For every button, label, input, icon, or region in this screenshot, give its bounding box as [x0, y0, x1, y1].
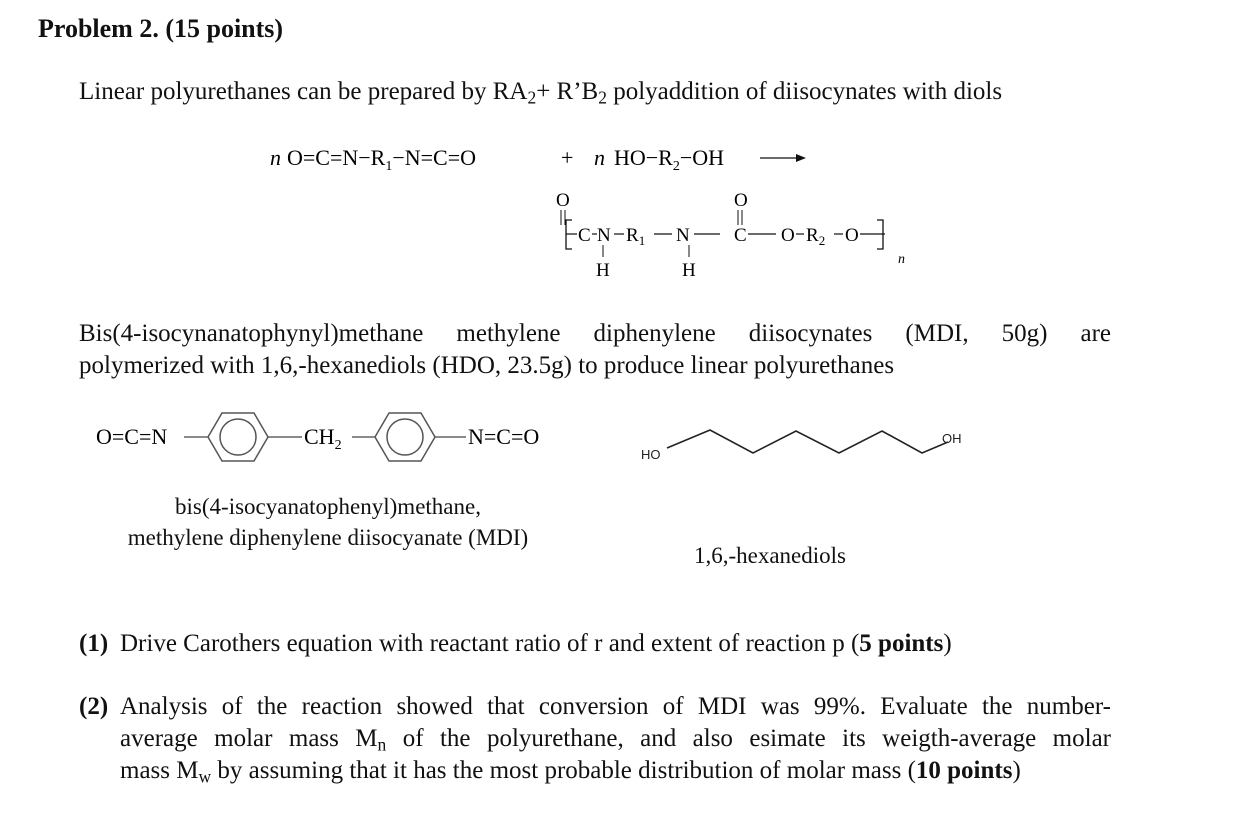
- reaction-scheme: [0, 135, 1234, 285]
- svg-text:C: C: [578, 225, 591, 246]
- plus-sign: +: [561, 145, 574, 170]
- question-2-text: Analysis of the reaction showed that conversion of MDI was 99%. Evaluate the number- average molar mass $M_n$ of the polyurethane, and also esimate its weigth-average molar mass $M_w$ by assuming that it has the most probable distribution of molar mass (10 points): [120, 693, 1111, 787]
- svg-text:O: O: [781, 225, 795, 246]
- description-line-2: polymerized with 1,6,-hexanediols (HDO, 23.5g) to produce linear polyurethanes: [79, 352, 895, 379]
- svg-text:O: O: [845, 225, 859, 246]
- hdo-structure: [630, 410, 990, 480]
- mdi-caption-line-1: bis(4-isocyanatophenyl)methane,: [175, 494, 481, 519]
- question-1-text: Drive Carothers equation with reactant ratio of r and extent of reaction p (5 points): [120, 630, 952, 657]
- hdo-right-label: OH: [942, 431, 962, 446]
- reaction-coef-2: n: [594, 145, 605, 170]
- svg-text:N: N: [597, 225, 611, 246]
- mdi-left-group: O=C=N: [96, 424, 168, 449]
- question-1-number: (1): [79, 630, 109, 657]
- reaction-arrow-icon: [760, 154, 806, 162]
- svg-text:O: O: [556, 190, 570, 211]
- intro-sentence: Linear polyurethanes can be prepared by $RA_2+$ $R’B_2$ polyaddition of diisocynates with diols: [79, 78, 1003, 108]
- svg-text:R2: $R_2$: [806, 225, 826, 248]
- benzene-ring-icon: [208, 413, 268, 461]
- polyurethane-repeat-unit: [556, 190, 905, 281]
- diol-formula: $HO-R_2-OH$: [614, 145, 725, 174]
- description-line-1: Bis(4-isocynanatophynyl)methane methylene diphenylene diisocynates (MDI, 50g) are: [79, 320, 1111, 347]
- mdi-structure: [0, 400, 600, 480]
- mdi-bridge: $CH_2$: [304, 424, 342, 453]
- mdi-right-group: N=C=O: [468, 424, 540, 449]
- svg-text:H: H: [596, 260, 610, 281]
- hexane-chain: [667, 430, 948, 453]
- svg-text:N: N: [676, 225, 690, 246]
- hdo-left-label: HO: [641, 447, 661, 462]
- question-1: [79, 628, 1111, 662]
- svg-text:H: H: [682, 260, 696, 281]
- question-2: [79, 691, 1111, 791]
- isocyanate-formula: $O=C=N-R_1-N=C=O$: [287, 145, 477, 174]
- svg-text:O: O: [734, 190, 748, 211]
- svg-text:n: n: [898, 252, 905, 267]
- svg-text:C: C: [734, 225, 747, 246]
- benzene-ring-icon: [375, 413, 435, 461]
- reaction-coef-1: n: [270, 145, 281, 170]
- question-2-number: (2): [79, 693, 109, 720]
- problem-title: Problem 2. (15 points): [38, 14, 284, 43]
- svg-text:R1: $R_1$: [626, 225, 646, 248]
- mdi-caption-line-2: methylene diphenylene diisocyanate (MDI): [127, 525, 529, 550]
- hdo-caption: 1,6,-hexanediols: [693, 543, 846, 568]
